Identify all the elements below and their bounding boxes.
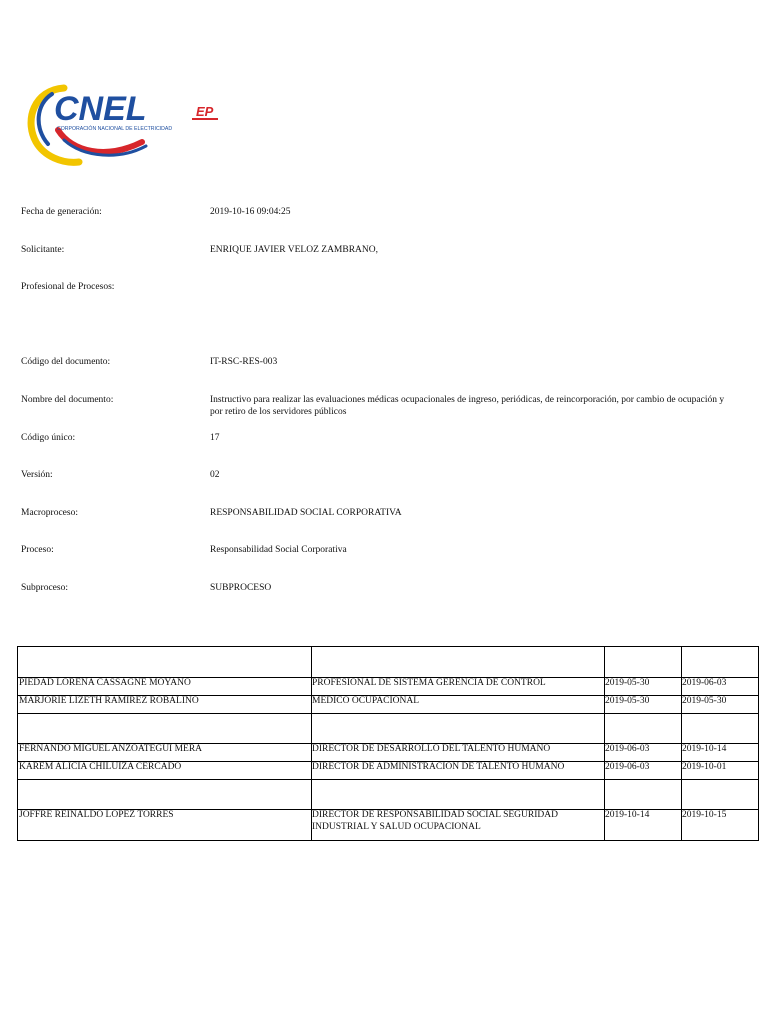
logo-suffix: EP <box>196 104 214 119</box>
document-code-value: IT-RSC-RES-003 <box>210 357 278 367</box>
macroprocess-label: Macroproceso: <box>21 508 78 518</box>
end-date: 2019-10-15 <box>682 810 727 820</box>
approver-name: JOFFRE REINALDO LOPEZ TORRES <box>19 810 174 820</box>
document-name-label: Nombre del documento: <box>21 395 114 405</box>
logo-wordmark: CNEL <box>54 90 147 128</box>
unique-code-value: 17 <box>210 433 220 443</box>
logo-tagline: CORPORACIÓN NACIONAL DE ELECTRICIDAD <box>57 126 173 132</box>
macroprocess-value: RESPONSABILIDAD SOCIAL CORPORATIVA <box>210 508 402 518</box>
document-name-value: Instructivo para realizar las evaluaciones médicas ocupacionales de ingreso, periódicas, de reincorporación, por cambio de ocupación y por retiro de los servidores públicos <box>210 395 725 417</box>
approvals-table <box>17 646 759 841</box>
requester-label: Solicitante: <box>21 245 65 255</box>
process-label: Proceso: <box>21 545 54 555</box>
approver-position: MEDICO OCUPACIONAL <box>312 696 420 706</box>
start-date: 2019-06-03 <box>605 744 650 754</box>
end-date: 2019-05-30 <box>682 696 727 706</box>
row-divider <box>18 713 758 714</box>
process-professional-label: Profesional de Procesos: <box>21 282 115 292</box>
document-code-label: Código del documento: <box>21 357 111 367</box>
requester-value: ENRIQUE JAVIER VELOZ ZAMBRANO, <box>210 245 379 255</box>
version-label: Versión: <box>21 470 53 480</box>
approver-name: MARJORIE LIZETH RAMIREZ ROBALINO <box>19 696 199 706</box>
start-date: 2019-10-14 <box>605 810 650 820</box>
approver-position: DIRECTOR DE ADMINISTRACION DE TALENTO HUMANO <box>312 762 565 772</box>
approver-position: PROFESIONAL DE SISTEMA GERENCIA DE CONTROL <box>312 678 546 688</box>
end-date: 2019-10-01 <box>682 762 727 772</box>
approver-position: DIRECTOR DE DESARROLLO DEL TALENTO HUMANO <box>312 744 551 754</box>
approver-name: FERNANDO MIGUEL ANZOATEGUI MERA <box>19 744 203 754</box>
generation-date-value: 2019-10-16 09:04:25 <box>210 207 291 217</box>
end-date: 2019-10-14 <box>682 744 727 754</box>
end-date: 2019-06-03 <box>682 678 727 688</box>
process-value: Responsabilidad Social Corporativa <box>210 545 347 555</box>
generation-date-label: Fecha de generación: <box>21 207 102 217</box>
row-divider <box>18 779 758 780</box>
approver-name: KAREM ALICIA CHILUIZA CERCADO <box>19 762 182 772</box>
version-value: 02 <box>210 470 220 480</box>
cnel-ep-logo <box>24 80 224 170</box>
start-date: 2019-05-30 <box>605 678 650 688</box>
start-date: 2019-05-30 <box>605 696 650 706</box>
subprocess-value: SUBPROCESO <box>210 583 272 593</box>
unique-code-label: Código único: <box>21 433 76 443</box>
subprocess-label: Subproceso: <box>21 583 68 593</box>
approver-name: PIEDAD LORENA CASSAGNE MOYANO <box>19 678 191 688</box>
start-date: 2019-06-03 <box>605 762 650 772</box>
approver-position: DIRECTOR DE RESPONSABILIDAD SOCIAL SEGURIDAD INDUSTRIAL Y SALUD OCUPACIONAL <box>312 810 558 832</box>
